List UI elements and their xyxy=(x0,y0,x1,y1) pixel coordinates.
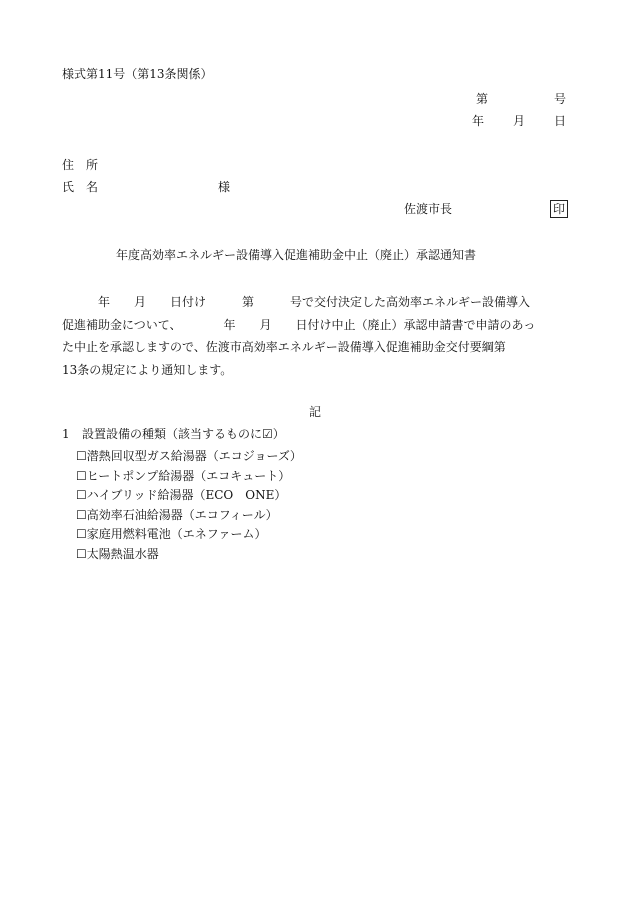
equipment-label: 家庭用燃料電池（エネファーム） xyxy=(86,527,267,542)
date-year-label: 年 xyxy=(472,114,485,128)
date-month-label: 月 xyxy=(513,114,526,128)
equipment-label: 高効率石油給湯器（エコフィール） xyxy=(86,507,278,522)
seal-mark xyxy=(550,200,568,218)
name-label: 氏 名 xyxy=(62,180,99,194)
doc-number-suffix: 号 xyxy=(554,92,567,106)
checkbox-icon[interactable]: ☐ xyxy=(76,507,87,522)
checkbox-icon[interactable]: ☐ xyxy=(76,488,87,503)
issuer-name: 佐渡市長 xyxy=(404,202,453,216)
list-item[interactable] xyxy=(76,545,302,565)
list-item[interactable] xyxy=(76,506,302,526)
address-label: 住 所 xyxy=(62,158,99,172)
checkbox-icon[interactable]: ☐ xyxy=(76,546,87,561)
list-item[interactable] xyxy=(76,467,302,487)
list-item[interactable] xyxy=(76,486,302,506)
equipment-label: 太陽熱温水器 xyxy=(86,546,159,561)
doc-number-prefix: 第 xyxy=(476,92,489,106)
equipment-label: 潜熱回収型ガス給湯器（エコジョーズ） xyxy=(86,449,302,463)
body-paragraph xyxy=(62,291,568,381)
checkbox-icon[interactable]: ☐ xyxy=(76,449,87,463)
equipment-label: ヒートポンプ給湯器（エコキュート） xyxy=(86,468,291,483)
document-title: 年度高効率エネルギー設備導入促進補助金中止（廃止）承認通知書 xyxy=(116,248,477,262)
seal-label: 印 xyxy=(550,200,568,218)
section-heading: 設置設備の種類（該当するものに☑） xyxy=(82,427,285,441)
equipment-label: ハイブリッド給湯器（ECO ONE） xyxy=(86,488,287,503)
checkbox-icon[interactable]: ☐ xyxy=(76,468,87,483)
honorific: 様 xyxy=(218,180,231,194)
body-line: 促進補助金について、 年 月 日付け中止（廃止）承認申請書で申請のあっ xyxy=(62,317,536,332)
list-item[interactable] xyxy=(76,525,302,545)
section-number: 1 xyxy=(62,427,70,441)
checkbox-icon[interactable]: ☐ xyxy=(76,527,87,542)
body-line: 年 月 日付け 第 号で交付決定した高効率エネルギー設備導入 xyxy=(62,295,531,309)
body-line: た中止を承認しますので、佐渡市高効率エネルギー設備導入促進補助金交付要綱第 xyxy=(62,340,506,354)
record-heading: 記 xyxy=(309,405,322,419)
body-line: 13条の規定により通知します。 xyxy=(62,362,233,377)
list-item[interactable] xyxy=(76,447,302,467)
date-day-label: 日 xyxy=(554,114,567,128)
equipment-checklist xyxy=(76,447,302,565)
form-number: 様式第11号（第13条関係） xyxy=(62,67,213,81)
